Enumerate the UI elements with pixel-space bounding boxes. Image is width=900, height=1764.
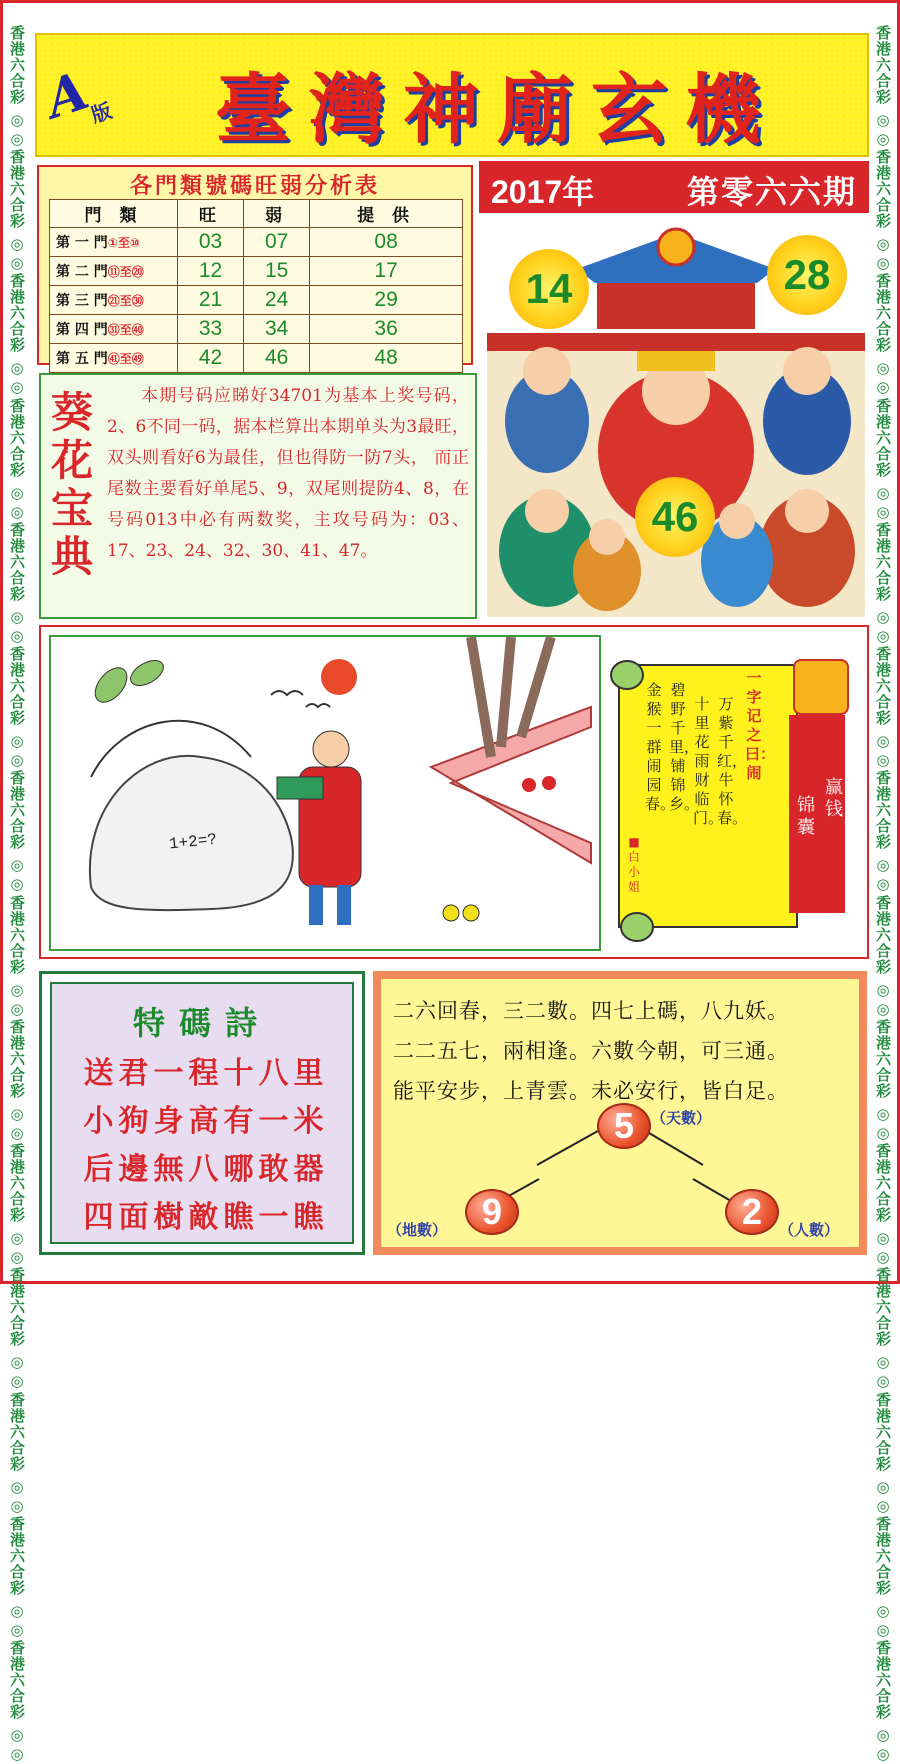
boy-leg <box>337 885 351 925</box>
math-formula: 1+2=? <box>168 830 218 854</box>
provide-cell: 17 <box>310 257 463 286</box>
door-range: ㉛至㊵ <box>107 323 144 337</box>
birds-icon <box>271 691 303 695</box>
table-row <box>50 257 463 286</box>
verse-inner <box>381 979 859 1247</box>
door-cell <box>50 257 178 286</box>
strong-cell: 33 <box>178 315 244 344</box>
table-row <box>50 228 463 257</box>
sunflower-panel <box>39 373 477 619</box>
border-text: 香港六合彩 ◎◎ <box>874 25 892 150</box>
border-text: 香港六合彩 ◎◎ <box>8 1018 26 1144</box>
column-header: 旺 <box>178 200 244 228</box>
door-cell <box>50 286 178 315</box>
column-header: 弱 <box>244 200 310 228</box>
analysis-paragraph: 本期号码应睇好34701为基本上奖号码，2、6不同一码，据本栏算出本期单头为3最旺，双头则看好6为最佳，但也得防一防7头， 而正尾数主要看好单尾5、9，双尾则提防4、8，在号码013中必有两数奖，主攻号码为：03、17、23、24、32、30、41、47。 <box>107 386 469 561</box>
leaf <box>126 655 167 690</box>
deity-face <box>525 489 569 533</box>
border-text: 香港六合彩 ◎◎ <box>8 1143 26 1268</box>
weak-cell: 46 <box>244 344 310 373</box>
human-label: （人數） <box>779 1221 840 1239</box>
border-text: 香港六合彩 ◎◎ <box>8 149 26 274</box>
triangle-edge <box>693 1179 731 1201</box>
deity-face <box>783 347 831 395</box>
poem-title: 特碼詩 <box>132 1004 271 1042</box>
riddle-line: 金猴一群闹园春。 <box>645 681 676 813</box>
sun-icon <box>321 659 357 695</box>
temple-gate <box>597 283 755 329</box>
lucky-number-badge: 28 <box>767 235 847 315</box>
door-label: 第 三 門 <box>56 293 108 309</box>
door-cell <box>50 228 178 257</box>
strong-cell: 42 <box>178 344 244 373</box>
door-cell <box>50 315 178 344</box>
poem-line: 小狗身高有一米 <box>83 1104 329 1139</box>
birds-icon <box>306 704 330 707</box>
table-row <box>50 315 463 344</box>
border-text: 香港六合彩 ◎◎ <box>874 894 892 1019</box>
border-text: 香港六合彩 ◎◎ <box>874 1640 892 1764</box>
right-border-strip <box>871 25 895 1764</box>
door-range: ㉑至㉚ <box>107 294 144 308</box>
poem-line: 送君一程十八里 <box>83 1056 329 1091</box>
border-text: 香港六合彩 ◎◎ <box>874 149 892 274</box>
poem-line: 后邊無八哪敢器 <box>83 1152 329 1187</box>
edition-badge-suffix: 版 <box>88 98 115 128</box>
border-text: 香港六合彩 ◎◎ <box>874 1143 892 1268</box>
riddle-line: 碧野千里，铺锦乡。 <box>669 681 700 813</box>
provide-cell: 36 <box>310 315 463 344</box>
issue-year: 2017年 <box>491 174 595 210</box>
table-title: 各門類號碼旺弱分析表 <box>129 174 380 199</box>
verse-line: 二二五七，兩相逢。六數今朝，可三通。 <box>393 1039 789 1063</box>
door-range: ①至⑩ <box>107 236 141 250</box>
analysis-table <box>49 199 463 373</box>
riddle-line: 十里花雨财临门。 <box>693 695 724 827</box>
header-banner <box>35 33 869 157</box>
door-range: ㊶至㊾ <box>107 352 144 366</box>
riddle-author: ■白小姐 <box>627 835 640 894</box>
deity-face <box>523 347 571 395</box>
weak-cell: 07 <box>244 228 310 257</box>
deity-face <box>785 489 829 533</box>
border-text: 香港六合彩 ◎◎ <box>8 1515 26 1641</box>
cartoon-artwork <box>51 637 599 949</box>
scroll-roll <box>621 913 653 941</box>
cartoon-illustration <box>49 635 601 951</box>
earth-label: （地數） <box>387 1221 448 1239</box>
verse-panel <box>373 971 867 1255</box>
weak-cell: 34 <box>244 315 310 344</box>
deity-crown <box>637 351 715 371</box>
riddle-line: 万紫千红，牛怀春。 <box>717 695 748 827</box>
border-text: 香港六合彩 ◎◎ <box>8 25 26 150</box>
boy-arm <box>277 777 323 799</box>
border-text: 香港六合彩 ◎◎ <box>8 397 26 522</box>
border-text: 香港六合彩 ◎◎ <box>874 1391 892 1516</box>
strong-cell: 12 <box>178 257 244 286</box>
table-row <box>50 344 463 373</box>
sunflower-title: 葵花宝典 <box>50 388 93 581</box>
door-label: 第 一 門 <box>56 235 108 251</box>
verse-line: 二六回春，三二數。四七上碼，八九妖。 <box>393 999 789 1023</box>
border-text: 香港六合彩 ◎◎ <box>874 770 892 895</box>
border-text: 香港六合彩 ◎◎ <box>8 521 26 647</box>
border-text: 香港六合彩 ◎◎ <box>8 273 26 398</box>
earth-number-ball: 9 <box>465 1189 519 1235</box>
banner-text: 锦囊 <box>797 795 815 838</box>
deity-face <box>719 503 755 539</box>
apple <box>522 778 536 792</box>
left-border-strip <box>5 25 29 1764</box>
weak-cell: 24 <box>244 286 310 315</box>
heaven-label: （天數） <box>651 1109 712 1127</box>
border-text: 香港六合彩 ◎◎ <box>874 1267 892 1392</box>
flaming-orb <box>658 229 694 265</box>
strong-cell: 21 <box>178 286 244 315</box>
riddle-title: 一字记之曰：闹 <box>745 669 776 782</box>
issue-number: 第零六六期 <box>686 173 857 211</box>
verse-line: 能平安步，上青雲。未必安行，皆白足。 <box>393 1079 789 1103</box>
door-range: ⑪至⑳ <box>107 265 144 279</box>
border-text: 香港六合彩 ◎◎ <box>8 646 26 771</box>
border-text: 香港六合彩 ◎◎ <box>874 1515 892 1641</box>
riddle-scroll <box>607 655 813 947</box>
lucky-number-badge: 14 <box>509 249 589 329</box>
edition-badge: A <box>38 60 96 131</box>
strong-cell: 03 <box>178 228 244 257</box>
door-label: 第 五 門 <box>56 351 108 367</box>
door-label: 第 四 門 <box>56 322 108 338</box>
door-label: 第 二 門 <box>56 264 108 280</box>
table-row <box>50 286 463 315</box>
provide-cell: 48 <box>310 344 463 373</box>
boy-head <box>313 731 349 767</box>
border-text: 香港六合彩 ◎◎ <box>874 273 892 398</box>
door-cell <box>50 344 178 373</box>
provide-cell: 08 <box>310 228 463 257</box>
border-text: 香港六合彩 ◎◎ <box>874 646 892 771</box>
border-text: 香港六合彩 ◎◎ <box>8 1640 26 1764</box>
temple-illustration <box>487 221 865 617</box>
triangle-edge <box>537 1127 605 1165</box>
pond-edge <box>431 707 591 863</box>
issue-bar <box>479 161 869 213</box>
poem-inner <box>50 982 354 1244</box>
border-text: 香港六合彩 ◎◎ <box>8 770 26 895</box>
wallet-icon <box>793 659 849 715</box>
flower <box>443 905 459 921</box>
cartoon-panel <box>39 625 869 959</box>
border-text: 香港六合彩 ◎◎ <box>874 521 892 647</box>
weak-cell: 15 <box>244 257 310 286</box>
table-header-row <box>50 200 463 228</box>
analysis-table-panel <box>37 165 473 369</box>
provide-cell: 29 <box>310 286 463 315</box>
column-header: 提 供 <box>310 200 463 228</box>
human-number-ball: 2 <box>725 1189 779 1235</box>
border-text: 香港六合彩 ◎◎ <box>874 397 892 522</box>
heaven-number-ball: 5 <box>597 1103 651 1149</box>
border-text: 香港六合彩 ◎◎ <box>8 894 26 1019</box>
leaf <box>89 662 133 708</box>
poem-panel <box>39 971 365 1255</box>
lucky-number-badge: 46 <box>635 477 715 557</box>
page-title: 臺灣神廟玄機 <box>215 65 779 154</box>
boy-leg <box>309 885 323 925</box>
banner-text: 赢钱 <box>825 777 843 820</box>
column-header: 門 類 <box>50 200 178 228</box>
poem-line: 四面樹敵瞧一瞧 <box>83 1200 329 1235</box>
border-text: 香港六合彩 ◎◎ <box>874 1018 892 1144</box>
apple <box>542 776 556 790</box>
flower <box>463 905 479 921</box>
border-text: 香港六合彩 ◎◎ <box>8 1267 26 1392</box>
border-text: 香港六合彩 ◎◎ <box>8 1391 26 1516</box>
deity-face <box>589 519 625 555</box>
scroll-roll <box>611 661 643 689</box>
